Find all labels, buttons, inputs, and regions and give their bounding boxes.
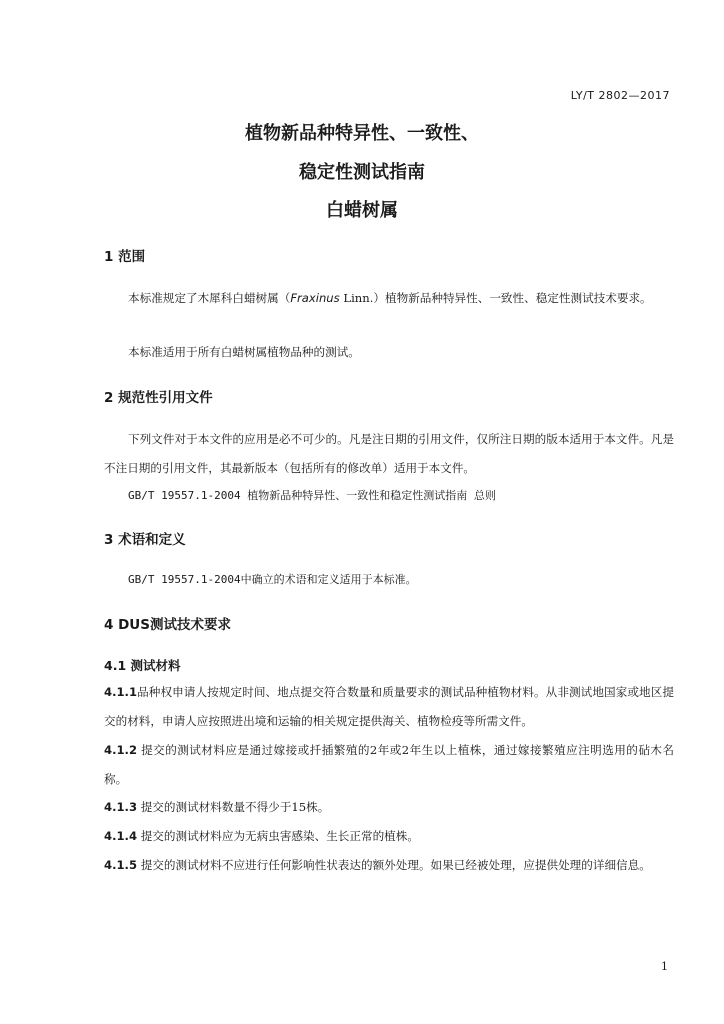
clause-number: 4.1.1: [104, 685, 138, 699]
standard-number: LY/T 2802—2017: [570, 89, 670, 102]
title-line-2: 稳定性测试指南: [299, 162, 425, 183]
scope-text-after: Linn.）植物新品种特异性、一致性、稳定性测试技术要求。: [339, 291, 652, 305]
clause-number: 4.1.3: [104, 800, 138, 814]
clause-4-1-4: [104, 822, 674, 851]
clause-4-1-5: [104, 851, 674, 880]
title-line-1: 植物新品种特异性、一致性、: [245, 123, 479, 144]
section-1-heading: 1 范围: [104, 249, 146, 265]
section-2-heading: 2 规范性引用文件: [104, 390, 213, 406]
clause-4-1-2: [104, 736, 674, 794]
genus-latin-name: Fraxinus: [290, 291, 340, 305]
title-line-3: 白蜡树属: [326, 200, 398, 221]
section-1-paragraph-2: 本标准适用于所有白蜡树属植物品种的测试。: [128, 345, 360, 359]
section-3-heading: 3 术语和定义: [104, 532, 186, 548]
page-number: 1: [661, 960, 668, 973]
clause-text: 品种权申请人按规定时间、地点提交符合数量和质量要求的测试品种植物材料。从非测试地国家或地区提交的材料，申请人应按照进出境和运输的相关规定提供海关、植物检疫等所需文件。: [104, 685, 674, 728]
clause-number: 4.1.4: [104, 829, 138, 843]
clause-number: 4.1.5: [104, 858, 138, 872]
clause-number: 4.1.2: [104, 743, 138, 757]
clause-4-1-3: [104, 793, 674, 822]
clause-text: 提交的测试材料数量不得少于15株。: [137, 800, 330, 814]
clause-4-1-1: [104, 678, 674, 736]
section-4-heading: 4 DUS测试技术要求: [104, 617, 231, 633]
subsection-4-1-heading: 4.1 测试材料: [104, 658, 181, 673]
normative-reference: GB/T 19557.1-2004 植物新品种特异性、一致性和稳定性测试指南 总则: [128, 489, 496, 502]
scope-text-before: 本标准规定了木犀科白蜡树属（: [128, 291, 291, 305]
section-1-paragraph-1: [104, 284, 674, 313]
section-2-paragraph-1: 下列文件对于本文件的应用是必不可少的。凡是注日期的引用文件，仅所注日期的版本适用于本文件。凡是不注日期的引用文件，其最新版本（包括所有的修改单）适用于本文件。: [104, 432, 674, 475]
clause-text: 提交的测试材料应为无病虫害感染、生长正常的植株。: [137, 829, 419, 843]
section-3-paragraph-1: GB/T 19557.1-2004中确立的术语和定义适用于本标准。: [128, 573, 417, 586]
clause-text: 提交的测试材料不应进行任何影响性状表达的额外处理。如果已经被处理，应提供处理的详细信息。: [137, 858, 651, 872]
clause-text: 提交的测试材料应是通过嫁接或扦插繁殖的2年或2年生以上植株，通过嫁接繁殖应注明选用的砧木名称。: [104, 743, 674, 786]
